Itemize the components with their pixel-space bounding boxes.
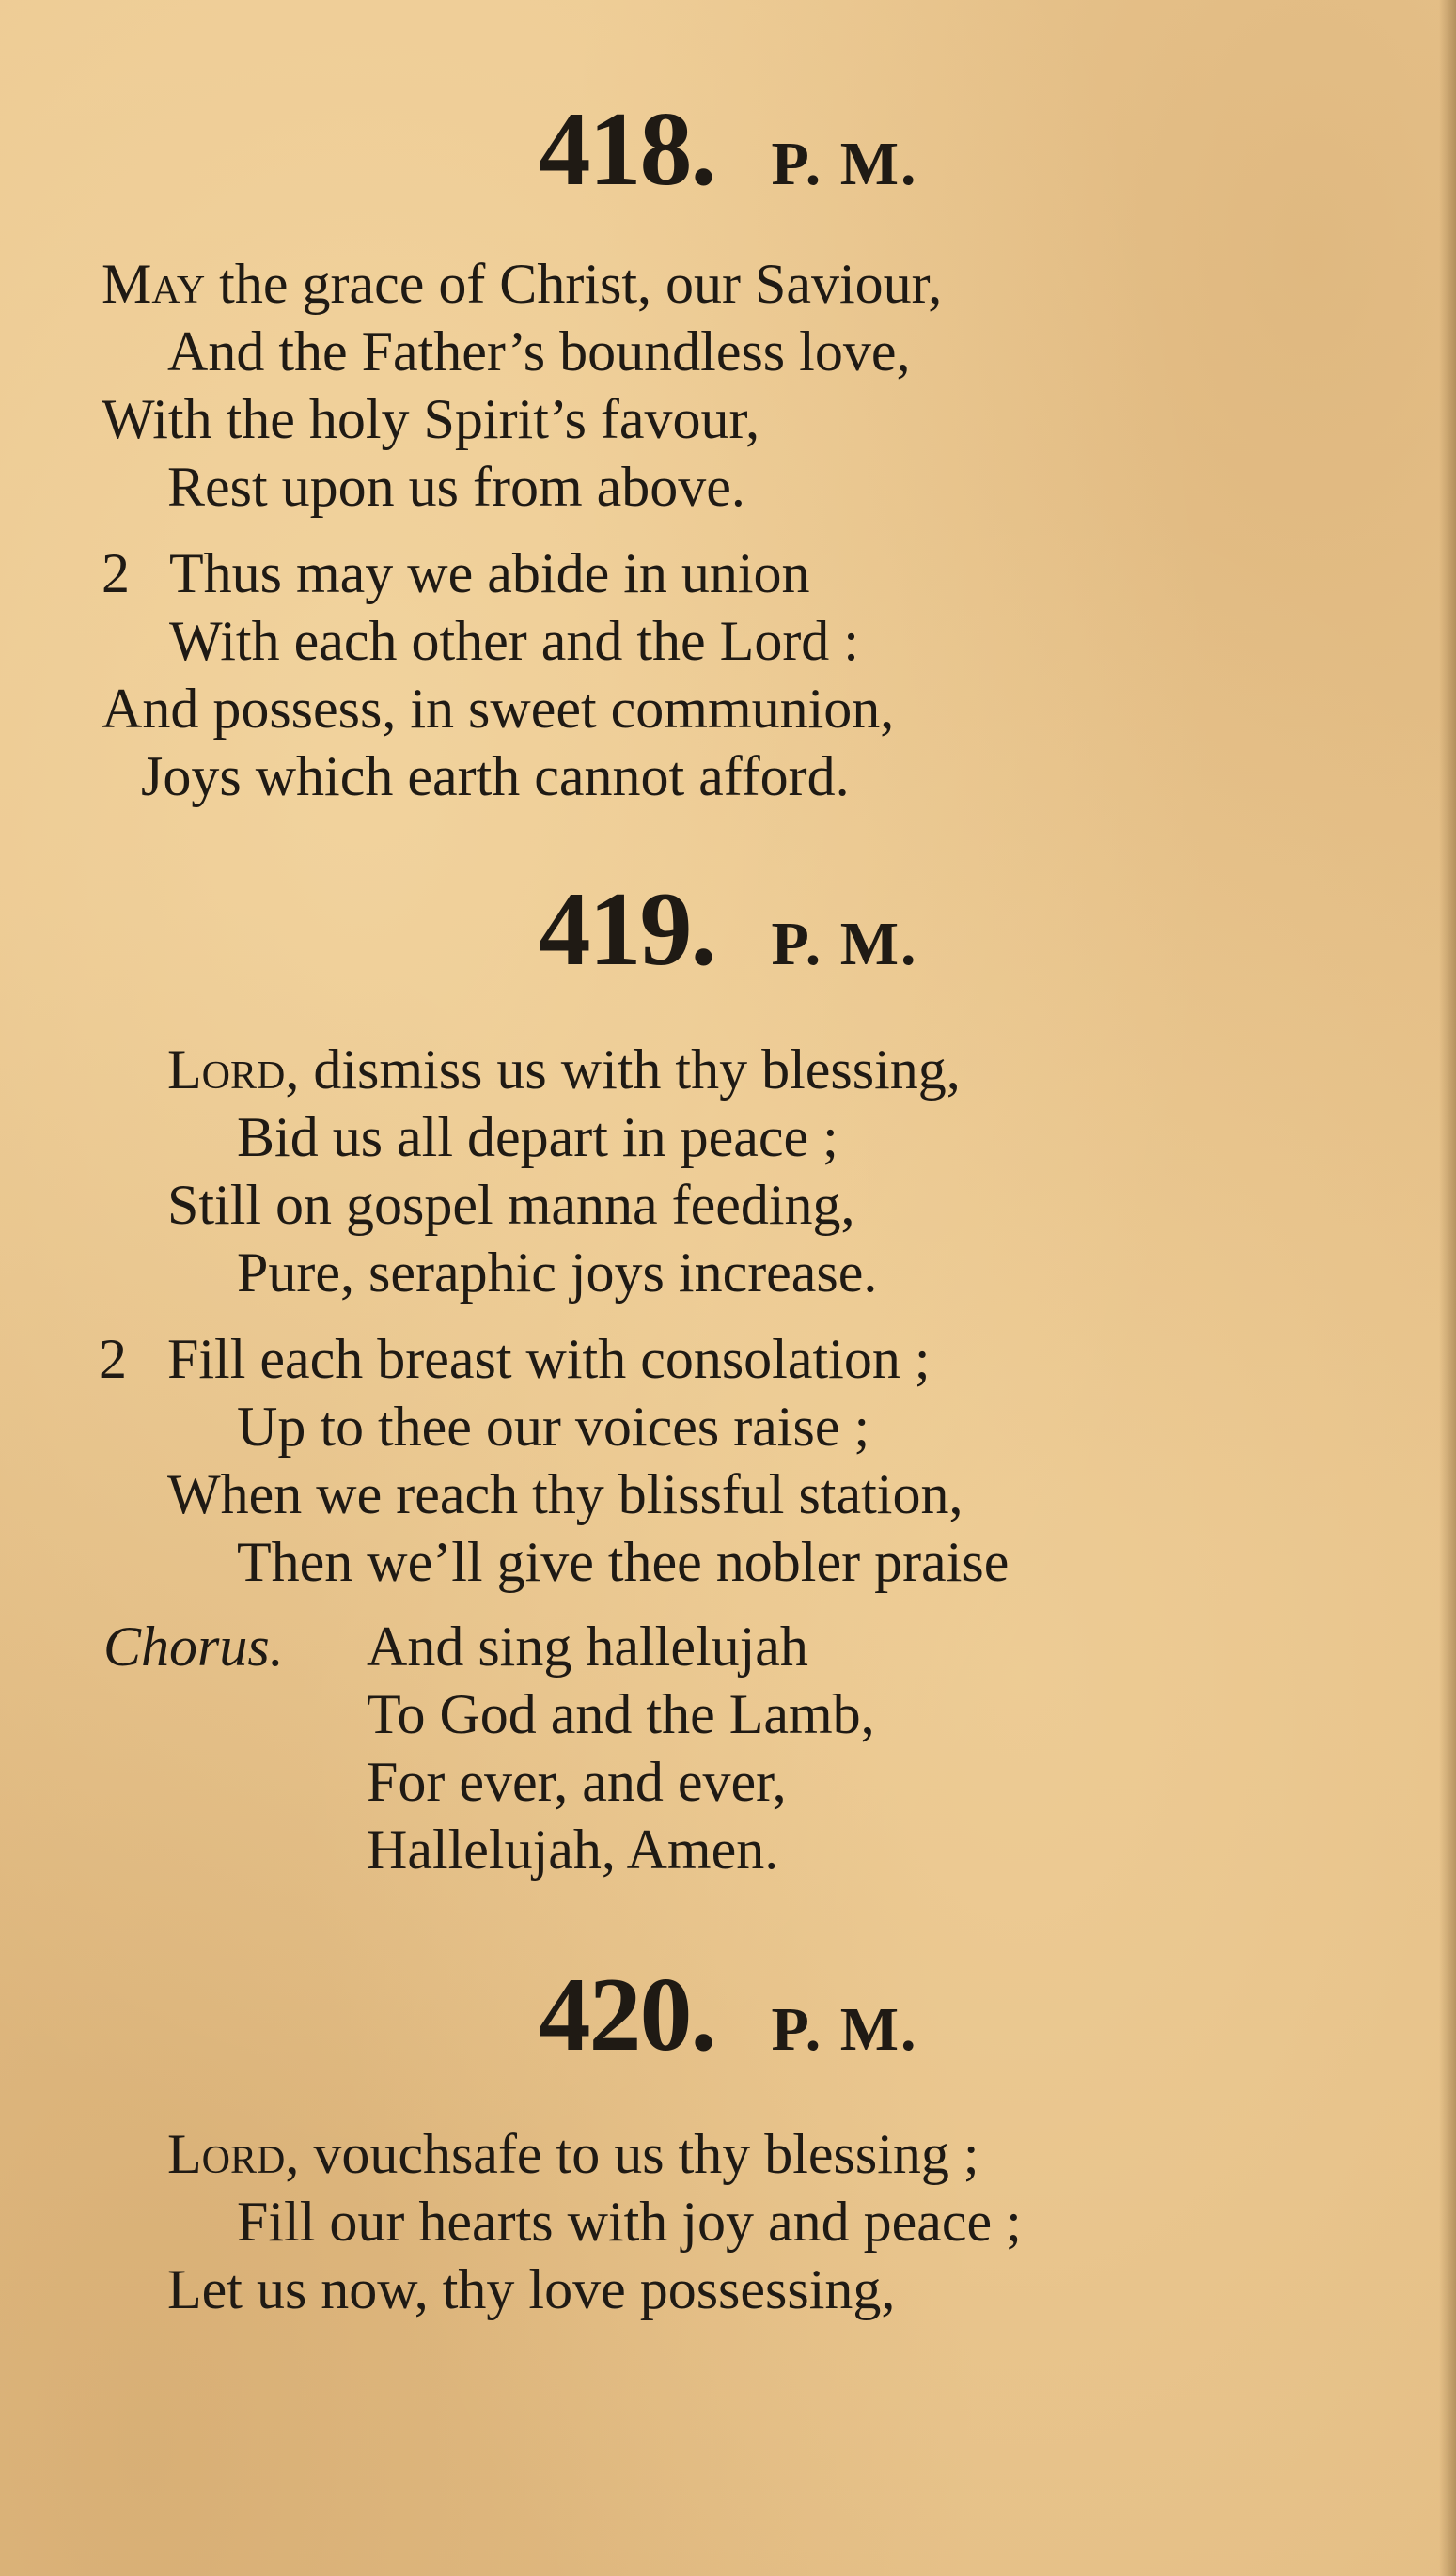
stanza-number: 2	[99, 1328, 127, 1390]
hymn-419-line-8: Then we’ll give thee nobler praise	[237, 1531, 1010, 1593]
chorus-line-1: And sing hallelujah	[367, 1616, 808, 1678]
hymn-heading-419	[0, 869, 1456, 991]
hymn-number: 419.	[538, 871, 715, 988]
hymn-419-line-4: Pure, seraphic joys increase.	[237, 1241, 878, 1304]
hymn-meter: P. M.	[771, 910, 918, 978]
chorus-line-2: To God and the Lamb,	[367, 1683, 875, 1745]
hymn-418-line-2: And the Father’s boundless love,	[167, 320, 911, 382]
lead-word: May	[102, 253, 206, 315]
chorus-label: Chorus.	[103, 1616, 284, 1678]
hymn-meter: P. M.	[771, 1995, 918, 2064]
hymn-number: 418.	[538, 91, 715, 208]
page-edge-shadow	[1439, 0, 1456, 2576]
hymn-420-line-1: Lord, vouchsafe to us thy blessing ;	[167, 2123, 979, 2185]
chorus-line-3: For ever, and ever,	[367, 1751, 787, 1813]
hymn-number: 420.	[538, 1957, 715, 2073]
hymn-419-line-3: Still on gospel manna feeding,	[167, 1174, 855, 1236]
hymn-418-line-5: Thus may we abide in union	[169, 542, 810, 604]
hymn-419-line-2: Bid us all depart in peace ;	[237, 1106, 838, 1168]
hymn-418-line-8: Joys which earth cannot afford.	[141, 745, 850, 807]
hymn-heading-420	[0, 1955, 1456, 2076]
hymn-heading-418	[0, 89, 1456, 211]
hymn-419-line-5: Fill each breast with consolation ;	[167, 1328, 931, 1390]
stanza-number: 2	[102, 542, 130, 604]
hymn-420-line-2: Fill our hearts with joy and peace ;	[237, 2191, 1022, 2253]
hymn-418-line-7: And possess, in sweet communion,	[102, 678, 895, 740]
hymn-419-line-6: Up to thee our voices raise ;	[237, 1396, 870, 1458]
chorus-line-4: Hallelujah, Amen.	[367, 1819, 779, 1881]
hymn-419-line-7: When we reach thy blissful station,	[167, 1463, 963, 1525]
hymn-418-line-1: May the grace of Christ, our Saviour,	[102, 253, 943, 315]
hymn-418-line-4: Rest upon us from above.	[167, 456, 745, 518]
hymn-418-line-6: With each other and the Lord :	[169, 610, 859, 672]
lead-word: Lord	[167, 2123, 286, 2185]
lead-word: Lord	[167, 1038, 286, 1101]
hymn-418-line-3: With the holy Spirit’s favour,	[102, 388, 760, 450]
hymn-420-line-3: Let us now, thy love possessing,	[167, 2258, 896, 2320]
hymn-meter: P. M.	[771, 130, 918, 198]
hymn-419-line-1: Lord, dismiss us with thy blessing,	[167, 1038, 961, 1101]
